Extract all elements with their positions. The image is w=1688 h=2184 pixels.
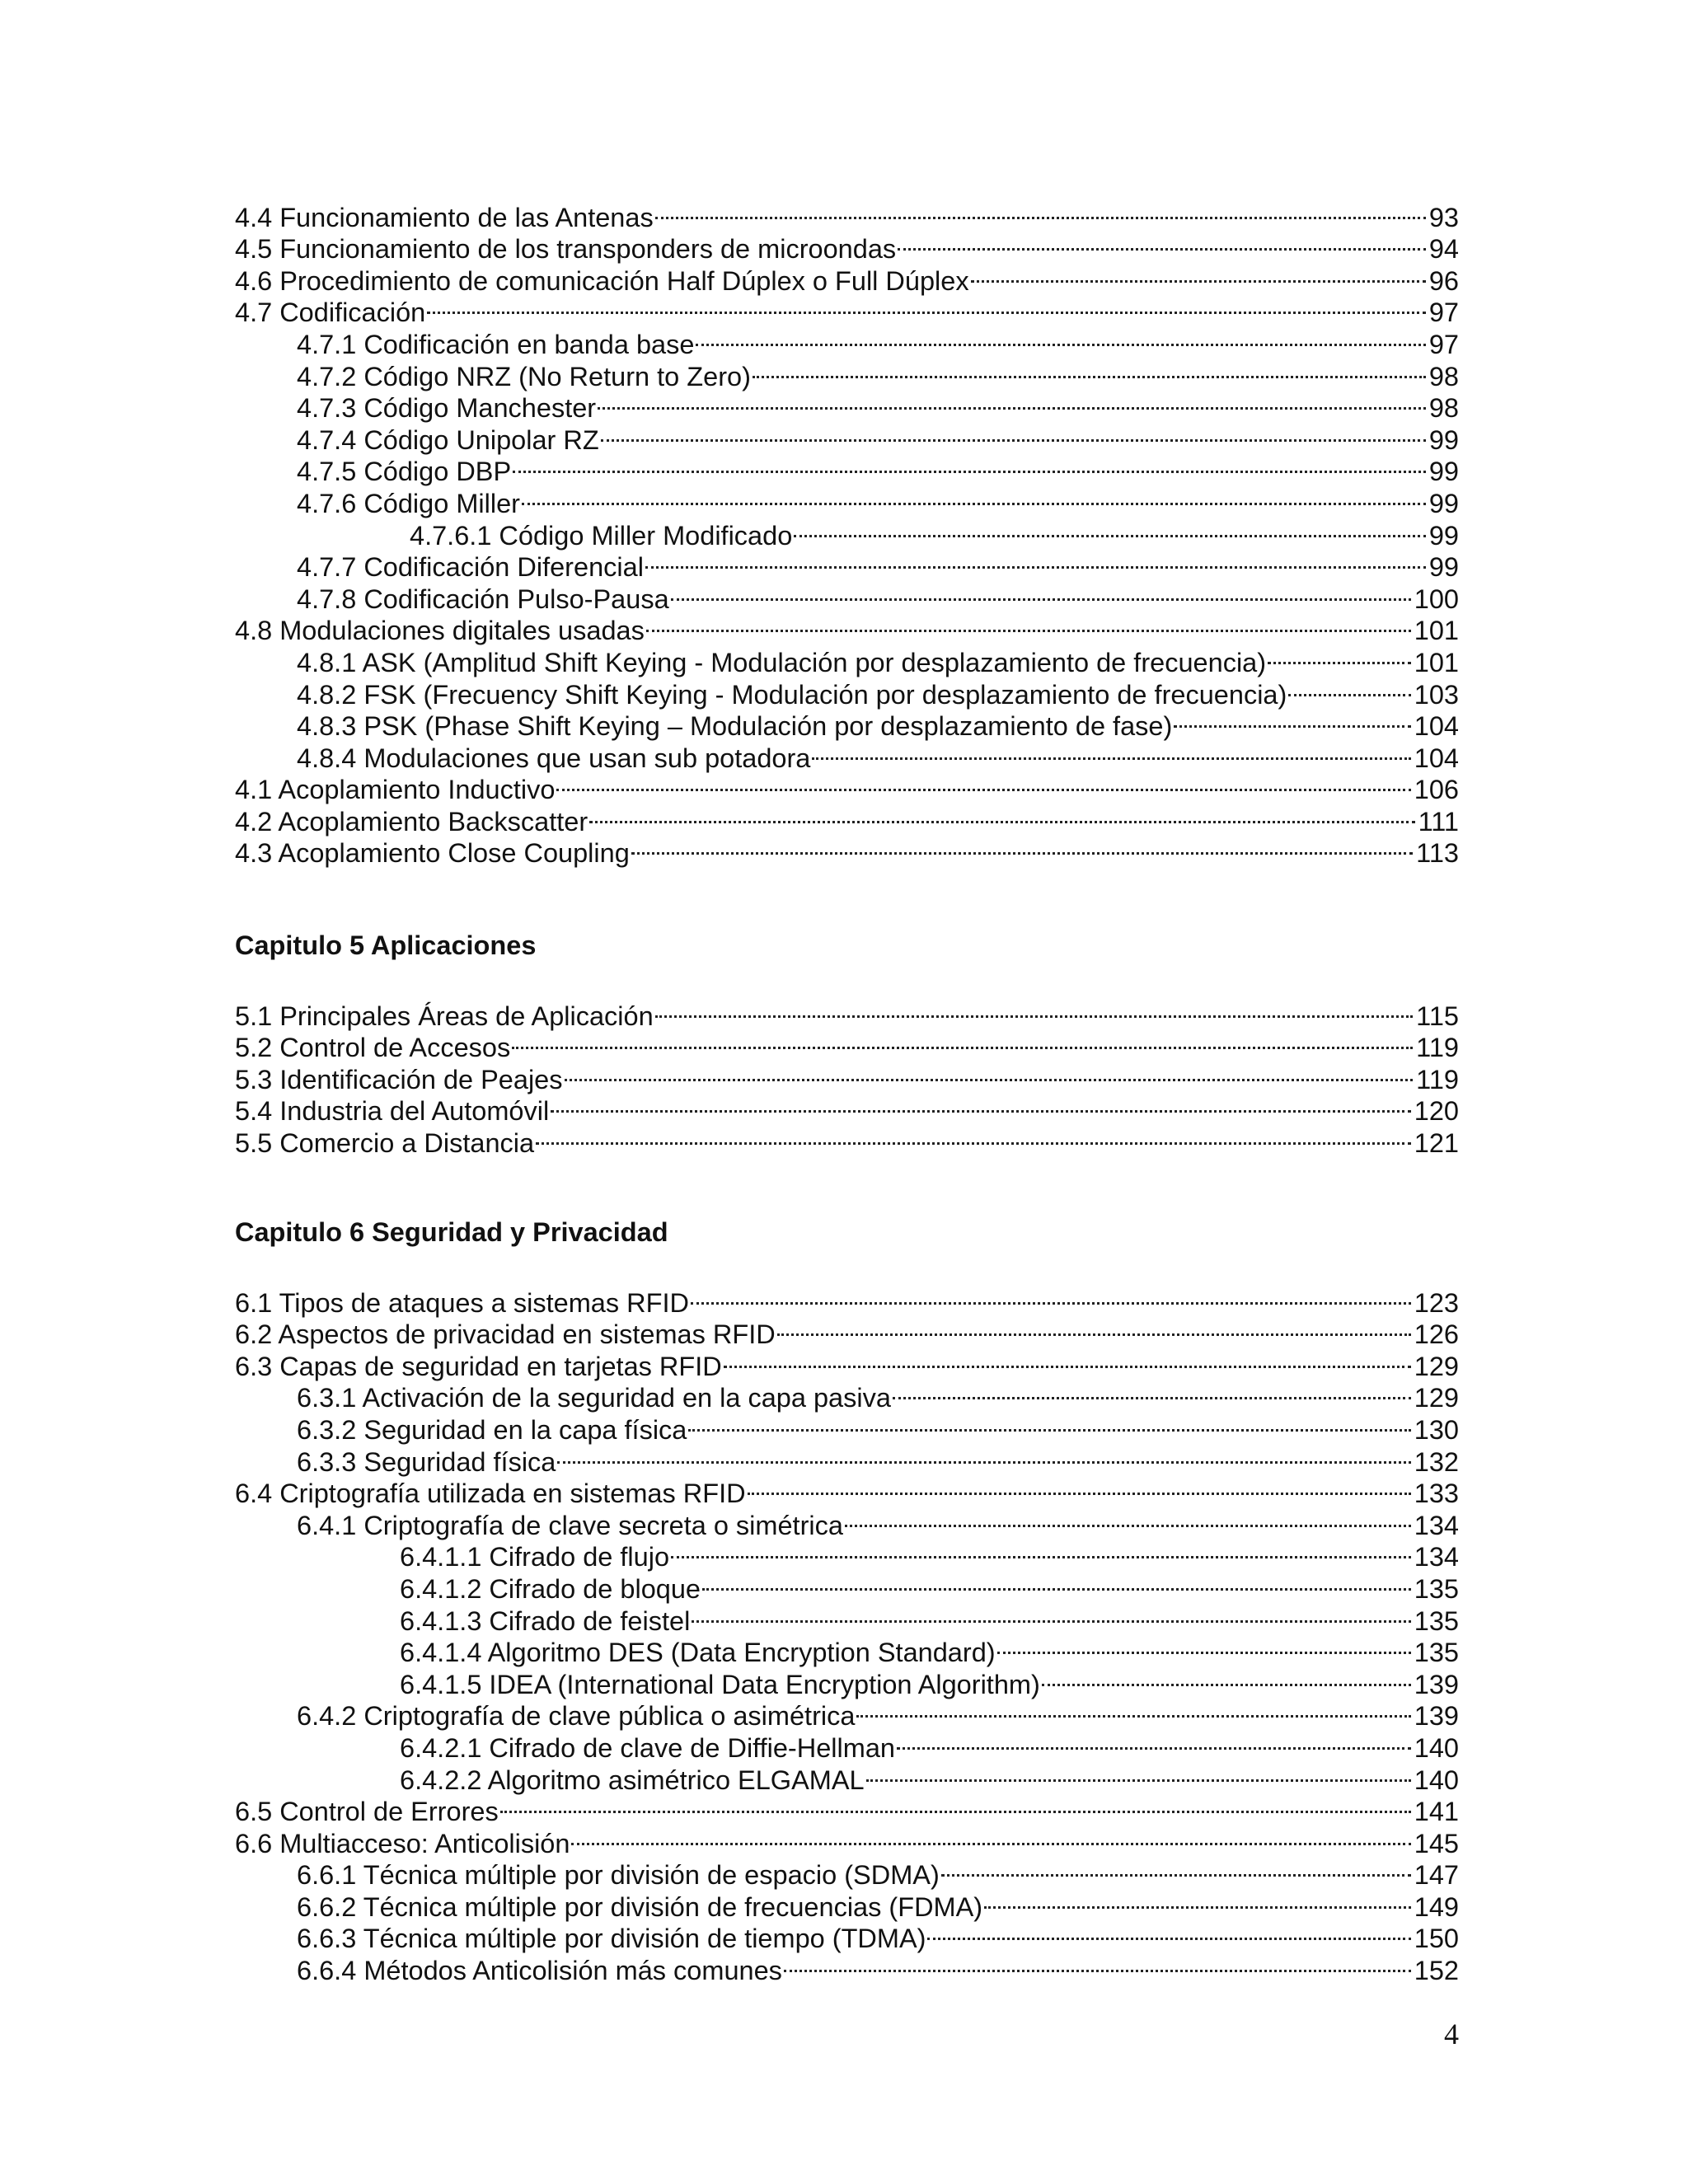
toc-entry-title: 6.4.1 Criptografía de clave secreta o simétrica	[297, 1510, 843, 1540]
toc-entry-title: 6.2 Aspectos de privacidad en sistemas RFID	[235, 1319, 776, 1350]
toc-entry-title: 5.3 Identificación de Peajes	[235, 1064, 563, 1094]
toc-entry-page: 147	[1414, 1860, 1459, 1891]
dot-leader	[671, 576, 1411, 608]
toc-entry-title: 6.4.2.1 Cifrado de clave de Diffie-Hellman	[400, 1732, 895, 1763]
toc-entry-page: 100	[1414, 583, 1459, 614]
toc-entry-title: 4.3 Acoplamiento Close Coupling	[235, 838, 630, 869]
toc-entry-page: 139	[1414, 1669, 1459, 1699]
dot-leader	[1268, 640, 1411, 672]
toc-entry-title: 4.8.4 Modulaciones que usan sub potadora	[297, 743, 811, 773]
toc-entry	[235, 993, 1459, 1031]
toc-entry-title: 6.1 Tipos de ataques a sistemas RFID	[235, 1287, 689, 1318]
toc-entry-title: 6.6.1 Técnica múltiple por división de espacio (SDMA)	[297, 1860, 940, 1891]
toc-entry-title: 6.6.3 Técnica múltiple por división de tiempo (TDMA)	[297, 1924, 926, 1954]
dot-leader	[845, 1502, 1411, 1535]
toc-entry-title: 4.7.1 Codificación en banda base	[297, 329, 695, 359]
toc-entry-page: 133	[1414, 1479, 1459, 1509]
dot-leader	[1042, 1661, 1411, 1694]
toc-entry-title: 4.4 Funcionamiento de las Antenas	[235, 202, 654, 232]
dot-leader	[696, 321, 1425, 354]
toc-entry-page: 101	[1414, 616, 1459, 646]
dot-leader	[777, 1312, 1411, 1344]
toc-entry-title: 4.6 Procedimiento de comunicación Half Dúplex o Full Dúplex	[235, 265, 969, 296]
toc-entry-page: 96	[1428, 265, 1459, 296]
toc-entry-page: 106	[1414, 775, 1459, 805]
toc-entry-title: 6.4.1.4 Algoritmo DES (Data Encryption Standard)	[400, 1638, 996, 1668]
toc-entry-page: 145	[1414, 1828, 1459, 1858]
dot-leader	[1174, 704, 1410, 736]
toc-entry-page: 99	[1428, 457, 1459, 487]
dot-leader	[427, 290, 1426, 322]
toc-entry-title: 4.7.7 Codificación Diferencial	[297, 552, 644, 583]
toc-entry-page: 140	[1414, 1765, 1459, 1795]
toc-entry-title: 5.4 Industria del Automóvil	[235, 1096, 550, 1127]
dot-leader	[971, 258, 1426, 290]
toc-entry-title: 5.2 Control de Accesos	[235, 1033, 511, 1063]
toc-entry-page: 99	[1428, 552, 1459, 583]
toc-entry-title: 6.3.1 Activación de la seguridad en la capa pasiva	[297, 1383, 891, 1413]
toc-entry-page: 119	[1416, 1064, 1459, 1094]
toc-entry-title: 6.3.2 Seguridad en la capa física	[297, 1414, 687, 1445]
toc-entry-page: 123	[1414, 1287, 1459, 1318]
toc-entry-title: 4.8.1 ASK (Amplitud Shift Keying - Modulación por desplazamiento de frecuencia)	[297, 647, 1267, 677]
toc-entry-page: 126	[1414, 1319, 1459, 1350]
toc-section-chapter-4	[235, 194, 1459, 869]
toc-entry-title: 4.5 Funcionamiento de los transponders de microondas	[235, 234, 897, 265]
dot-leader	[812, 735, 1410, 767]
toc-entry-title: 6.6 Multiacceso: Anticolisión	[235, 1828, 570, 1858]
toc-entry-page: 93	[1428, 202, 1459, 232]
toc-entry-page: 104	[1414, 743, 1459, 773]
toc-entry-page: 150	[1414, 1924, 1459, 1954]
toc-entry-page: 132	[1414, 1446, 1459, 1477]
toc-entry-title: 4.8.2 FSK (Frecuency Shift Keying - Modulación por desplazamiento de frecuencia)	[297, 679, 1287, 710]
toc-entry-page: 129	[1414, 1351, 1459, 1381]
toc-entry-page: 140	[1414, 1732, 1459, 1763]
toc-entry-title: 4.2 Acoplamiento Backscatter	[235, 806, 588, 837]
toc-entry-title: 6.4.1.2 Cifrado de bloque	[400, 1573, 701, 1604]
dot-leader	[753, 354, 1426, 386]
toc-entry-title: 6.4.2 Criptografía de clave pública o asimétrica	[297, 1701, 856, 1732]
toc-entry-title: 4.7.4 Código Unipolar RZ	[297, 424, 599, 455]
toc-entry-title: 6.4.1.5 IDEA (International Data Encryption Algorithm)	[400, 1669, 1040, 1699]
toc-entry-page: 98	[1428, 393, 1459, 424]
toc-entry	[235, 1280, 1459, 1318]
dot-leader	[691, 1280, 1411, 1312]
toc-entry-page: 135	[1414, 1638, 1459, 1668]
toc-entry-page: 141	[1414, 1797, 1459, 1827]
dot-leader	[748, 1471, 1411, 1503]
toc-entry-title: 6.6.2 Técnica múltiple por división de frecuencias (FDMA)	[297, 1891, 983, 1922]
dot-leader	[941, 1853, 1411, 1885]
dot-leader	[1288, 672, 1410, 704]
dot-leader	[655, 993, 1414, 1025]
toc-entry-page: 101	[1414, 647, 1459, 677]
toc-entry-title: 4.7.6.1 Código Miller Modificado	[410, 520, 793, 551]
dot-leader	[551, 1089, 1411, 1121]
toc-entry	[235, 194, 1459, 232]
toc-entry-page: 129	[1414, 1383, 1459, 1413]
toc-entry-title: 5.1 Principales Áreas de Aplicación	[235, 1001, 654, 1031]
dot-leader	[598, 386, 1426, 418]
dot-leader	[522, 480, 1426, 513]
toc-entry-page: 104	[1414, 711, 1459, 742]
toc-entry-page: 135	[1414, 1605, 1459, 1636]
toc-entry-page: 98	[1428, 361, 1459, 391]
toc-section-chapter-5	[235, 993, 1459, 1158]
dot-leader	[513, 449, 1426, 481]
toc-entry-page: 99	[1428, 424, 1459, 455]
toc-entry-page: 97	[1428, 329, 1459, 359]
toc-entry-page: 130	[1414, 1414, 1459, 1445]
toc-entry-title: 6.4.1.1 Cifrado de flujo	[400, 1542, 670, 1572]
toc-entry-title: 4.7.6 Código Miller	[297, 488, 520, 518]
toc-entry-page: 94	[1428, 234, 1459, 265]
toc-entry-page: 113	[1416, 838, 1459, 869]
dot-leader	[984, 1884, 1411, 1916]
dot-leader	[631, 831, 1413, 863]
dot-leader	[692, 1598, 1410, 1630]
dot-leader	[794, 513, 1426, 545]
dot-leader	[512, 1025, 1413, 1057]
dot-leader	[688, 1407, 1410, 1439]
toc-entry-page: 115	[1416, 1001, 1459, 1031]
page-number: 4	[1444, 2018, 1459, 2050]
dot-leader	[565, 1057, 1414, 1089]
toc-entry-page: 135	[1414, 1573, 1459, 1604]
toc-entry-title: 6.4.2.2 Algoritmo asimétrico ELGAMAL	[400, 1765, 865, 1795]
toc-section-chapter-6	[235, 1280, 1459, 1986]
dot-leader	[536, 1120, 1411, 1152]
toc-entry-page: 111	[1418, 806, 1459, 837]
dot-leader	[601, 417, 1426, 449]
dot-leader	[997, 1630, 1411, 1662]
toc-entry-title: 4.7.8 Codificación Pulso-Pausa	[297, 583, 669, 614]
toc-entry-page: 119	[1416, 1033, 1459, 1063]
dot-leader	[571, 1821, 1410, 1853]
dot-leader	[856, 1694, 1410, 1726]
dot-leader	[646, 608, 1411, 640]
toc-entry-page: 121	[1414, 1127, 1459, 1158]
toc-entry-page: 134	[1414, 1510, 1459, 1540]
toc-entry-title: 5.5 Comercio a Distancia	[235, 1127, 535, 1158]
toc-entry-page: 139	[1414, 1701, 1459, 1732]
toc-entry-title: 4.7.2 Código NRZ (No Return to Zero)	[297, 361, 751, 391]
toc-entry-title: 6.3 Capas de seguridad en tarjetas RFID	[235, 1351, 722, 1381]
toc-entry-title: 6.6.4 Métodos Anticolisión más comunes	[297, 1956, 782, 1986]
chapter-heading: Capitulo 5 Aplicaciones	[235, 930, 537, 960]
toc-entry-title: 4.8.3 PSK (Phase Shift Keying – Modulación por desplazamiento de fase)	[297, 711, 1173, 742]
toc-entry-page: 103	[1414, 679, 1459, 710]
dot-leader	[556, 767, 1410, 799]
dot-leader	[702, 1566, 1411, 1598]
dot-leader	[671, 1535, 1411, 1567]
dot-leader	[655, 194, 1426, 227]
dot-leader	[898, 227, 1426, 259]
toc-entry-page: 97	[1428, 298, 1459, 328]
toc-entry-title: 6.4 Criptografía utilizada en sistemas RFID	[235, 1479, 746, 1509]
toc-entry-page: 149	[1414, 1891, 1459, 1922]
toc-entry-title: 6.4.1.3 Cifrado de feistel	[400, 1605, 691, 1636]
dot-leader	[589, 799, 1414, 831]
toc-entry-page: 152	[1414, 1956, 1459, 1986]
toc-entry-page: 134	[1414, 1542, 1459, 1572]
toc-entry-title: 6.5 Control de Errores	[235, 1797, 499, 1827]
toc-entry-title: 4.1 Acoplamiento Inductivo	[235, 775, 556, 805]
dot-leader	[784, 1947, 1411, 1980]
toc-entry-page: 99	[1428, 520, 1459, 551]
dot-leader	[893, 1376, 1411, 1408]
toc-entry-page: 99	[1428, 488, 1459, 518]
dot-leader	[866, 1757, 1411, 1789]
toc-entry-title: 4.8 Modulaciones digitales usadas	[235, 616, 645, 646]
dot-leader	[557, 1439, 1410, 1471]
chapter-heading: Capitulo 6 Seguridad y Privacidad	[235, 1217, 668, 1247]
toc-entry-page: 120	[1414, 1096, 1459, 1127]
toc-entry-title: 4.7 Codificación	[235, 298, 426, 328]
dot-leader	[897, 1725, 1411, 1757]
dot-leader	[500, 1789, 1411, 1821]
toc-entry-title: 4.7.5 Código DBP	[297, 457, 512, 487]
dot-leader	[724, 1343, 1411, 1376]
toc-entry-title: 6.3.3 Seguridad física	[297, 1446, 556, 1477]
dot-leader	[927, 1916, 1410, 1948]
dot-leader	[645, 545, 1426, 577]
toc-entry-title: 4.7.3 Código Manchester	[297, 393, 597, 424]
